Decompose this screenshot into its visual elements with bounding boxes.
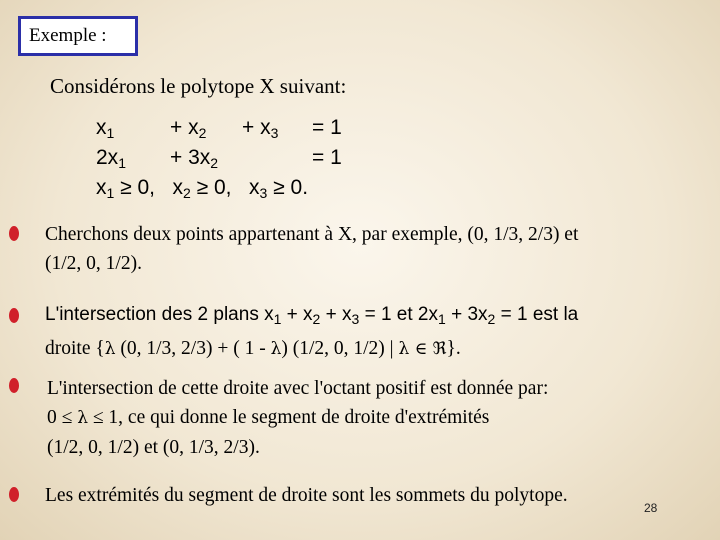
eq1-term3: + $x_3$ (242, 116, 279, 141)
eq2-rhs: = 1 (312, 146, 342, 169)
bullet-3-line-3: (1/2, 0, 1/2) et (0, 1/3, 2/3). (47, 437, 260, 458)
bullet-marker-4 (9, 487, 19, 502)
bullet-3-line-2: 0 ≤ λ ≤ 1, ce qui donne le segment de droite d'extrémités (47, 407, 490, 428)
intro-text: Considérons le polytope X suivant: (50, 74, 347, 98)
bullet-2-line-2: droite {λ (0, 1/3, 2/3) + ( 1 - λ) (1/2, 0, 1/2) | λ ∈ ℜ}. (45, 338, 461, 359)
slide-title: Exemple : (29, 25, 107, 46)
bullet-1-text (45, 220, 578, 278)
eq2-term2: + $3x_2$ (170, 146, 219, 171)
bullet-4-text (45, 481, 568, 510)
bullet-marker-1 (9, 226, 19, 241)
bullet-1-line-1: Cherchons deux points appartenant à X, par exemple, (0, 1/3, 2/3) et (45, 224, 579, 245)
bullet-2-text (45, 300, 578, 364)
eq1-term1: $x_1$ (96, 116, 115, 141)
bullet-1-line-2: (1/2, 0, 1/2). (45, 253, 142, 274)
eq1-term2: + $x_2$ (170, 116, 207, 141)
bullet-3-line-1: L'intersection de cette droite avec l'octant positif est donnée par: (47, 378, 549, 399)
eq1-rhs: = 1 (312, 116, 342, 139)
equation-1 (96, 116, 396, 144)
eq2-term1: $2x_1$ (96, 146, 126, 171)
title-box (18, 16, 138, 56)
bullet-marker-3 (9, 378, 19, 393)
bullet-3-text (47, 374, 548, 462)
bullet-marker-2 (9, 308, 19, 323)
bullet-4-line-1: Les extrémités du segment de droite sont les sommets du polytope. (45, 485, 568, 506)
nonnegativity-constraints: $x_1 \ge 0$, $x_2 \ge 0$, $x_3 \ge 0$. (96, 176, 309, 201)
bullet-2-line-1: L'intersection des 2 plans $x_1 + x_2 + x_3 = 1$ et $2x_1 + 3x_2 = 1$ est la (45, 304, 579, 327)
page-number: 28 (644, 501, 658, 515)
equation-2 (96, 146, 396, 174)
